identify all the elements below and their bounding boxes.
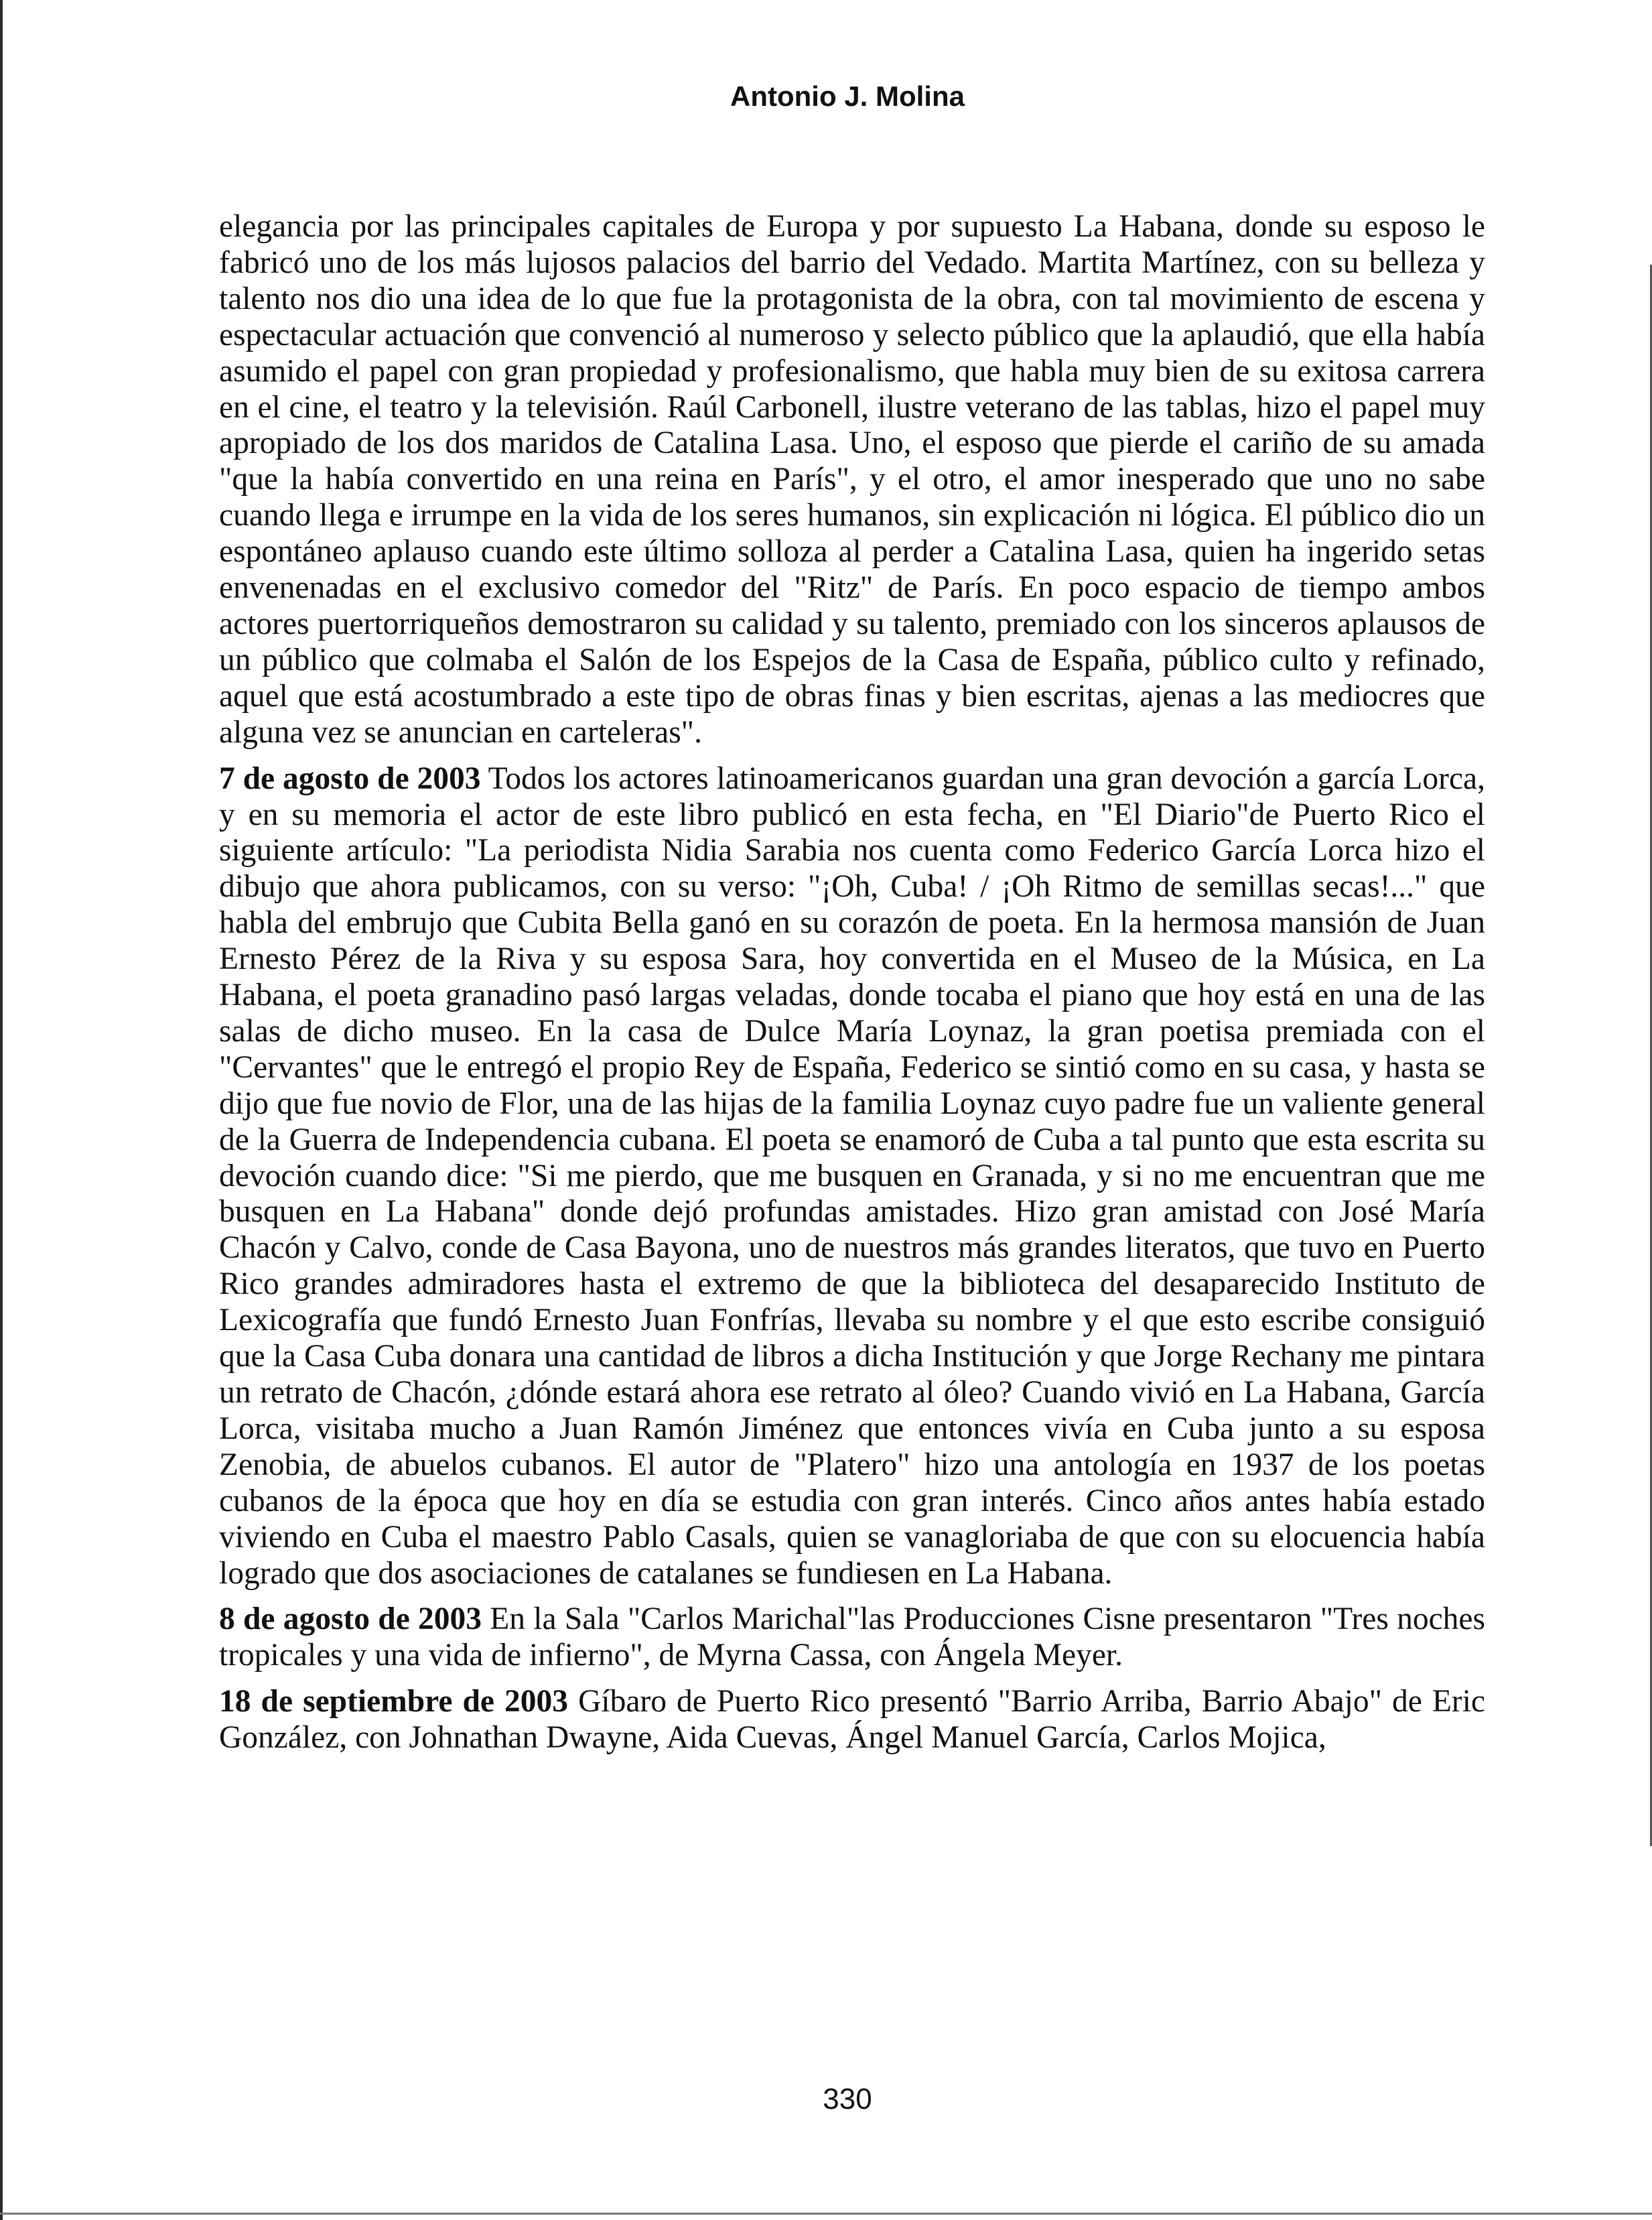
- paragraph-continuation: [219, 209, 1485, 751]
- page-bottom-rule: [0, 2213, 1652, 2215]
- diary-entry: [219, 761, 1485, 1592]
- entry-date: 8 de agosto de 2003: [219, 1602, 482, 1637]
- paragraph-text: elegancia por las principales capitales de Europa y por supuesto La Habana, donde su esposo le fabricó uno de los más lujosos palacios del barrio del Vedado. Martita Martínez, con su belleza y talento nos dio una idea de lo que fue la protagonista de la obra, con tal movimiento de escena y espectacular actuación que convenció al numeroso y selecto público que la aplaudió, que ella había asumido el papel con gran propiedad y profesionalismo, que habla muy bien de su exitosa carrera en el cine, el teatro y la televisión. Raúl Carbonell, ilustre veterano de las tablas, hizo el papel muy apropiado de los dos maridos de Catalina Lasa. Uno, el esposo que pierde el cariño de su amada "que la había convertido en una reina en París", y el otro, el amor inesperado que uno no sabe cuando llega e irrumpe en la vida de los seres humanos, sin explicación ni lógica. El público dio un espontáneo aplauso cuando este último solloza al perder a Catalina Lasa, quien ha ingerido setas envenenadas en el exclusivo comedor del "Ritz" de París. En poco espacio de tiempo ambos actores puertorriqueños demostraron su calidad y su talento, premiado con los sinceros aplausos de un público que colmaba el Salón de los Espejos de la Casa de España, público culto y refinado, aquel que está acostumbrado a este tipo de obras finas y bien escritas, ajenas a las mediocres que alguna vez se anuncian en carteleras".: [219, 209, 1485, 750]
- page-left-edge: [0, 0, 3, 2220]
- entry-date: 7 de agosto de 2003: [219, 761, 481, 796]
- entry-text: Todos los actores latinoamericanos guardan una gran devoción a garcía Lorca, y en su memoria el actor de este libro publicó en esta fecha, en "El Diario"de Puerto Rico el siguiente artículo: "La periodista Nidia Sarabia nos cuenta como Federico García Lorca hizo el dibujo que ahora publicamos, con su verso: "¡Oh, Cuba! / ¡Oh Ritmo de semillas secas!..." que habla del embrujo que Cubita Bella ganó en su corazón de poeta. En la hermosa mansión de Juan Ernesto Pérez de la Riva y su esposa Sara, hoy convertida en el Museo de la Música, en La Habana, el poeta granadino pasó largas veladas, donde tocaba el piano que hoy está en una de las salas de dicho museo. En la casa de Dulce María Loynaz, la gran poetisa premiada con el "Cervantes" que le entregó el propio Rey de España, Federico se sintió como en su casa, y hasta se dijo que fue novio de Flor, una de las hijas de la familia Loynaz cuyo padre fue un valiente general de la Guerra de Independencia cubana. El poeta se enamoró de Cuba a tal punto que esta escrita su devoción cuando dice: "Si me pierdo, que me busquen en Granada, y si no me encuentran que me busquen en La Habana" donde dejó profundas amistades. Hizo gran amistad con José María Chacón y Calvo, conde de Casa Bayona, uno de nuestros más grandes literatos, que tuvo en Puerto Rico grandes admiradores hasta el extremo de que la biblioteca del desaparecido Instituto de Lexicografía que fundó Ernesto Juan Fonfrías, llevaba su nombre y el que esto escribe consiguió que la Casa Cuba donara una cantidad de libros a dicha Institución y que Jorge Rechany me pintara un retrato de Chacón, ¿dónde estará ahora ese retrato al óleo? Cuando vivió en La Habana, García Lorca, visitaba mucho a Juan Ramón Jiménez que entonces vivía en Cuba junto a su esposa Zenobia, de abuelos cubanos. El autor de "Platero" hizo una antología en 1937 de los poetas cubanos de la época que hoy en día se estudia con gran interés. Cinco años antes había estado viviendo en Cuba el maestro Pablo Casals, quien se vanagloriaba de que con su elocuencia había logrado que dos asociaciones de catalanes se fundiesen en La Habana.: [219, 761, 1485, 1591]
- diary-entry: [219, 1684, 1485, 1756]
- page-body: [219, 209, 1485, 1766]
- running-header-author: Antonio J. Molina: [730, 80, 965, 112]
- entry-date: 18 de septiembre de 2003: [219, 1684, 569, 1719]
- entry-text: En la Sala "Carlos Marichal"las Producciones Cisne presentaron "Tres noches tropicales y una vida de infierno", de Myrna Cassa, con Ángela Meyer.: [219, 1602, 1485, 1673]
- page-number: 330: [823, 2083, 872, 2115]
- diary-entry: [219, 1602, 1485, 1674]
- entry-text: Gíbaro de Puerto Rico presentó "Barrio Arriba, Barrio Abajo" de Eric González, con Johnathan Dwayne, Aida Cuevas, Ángel Manuel García, Carlos Mojica,: [219, 1684, 1485, 1756]
